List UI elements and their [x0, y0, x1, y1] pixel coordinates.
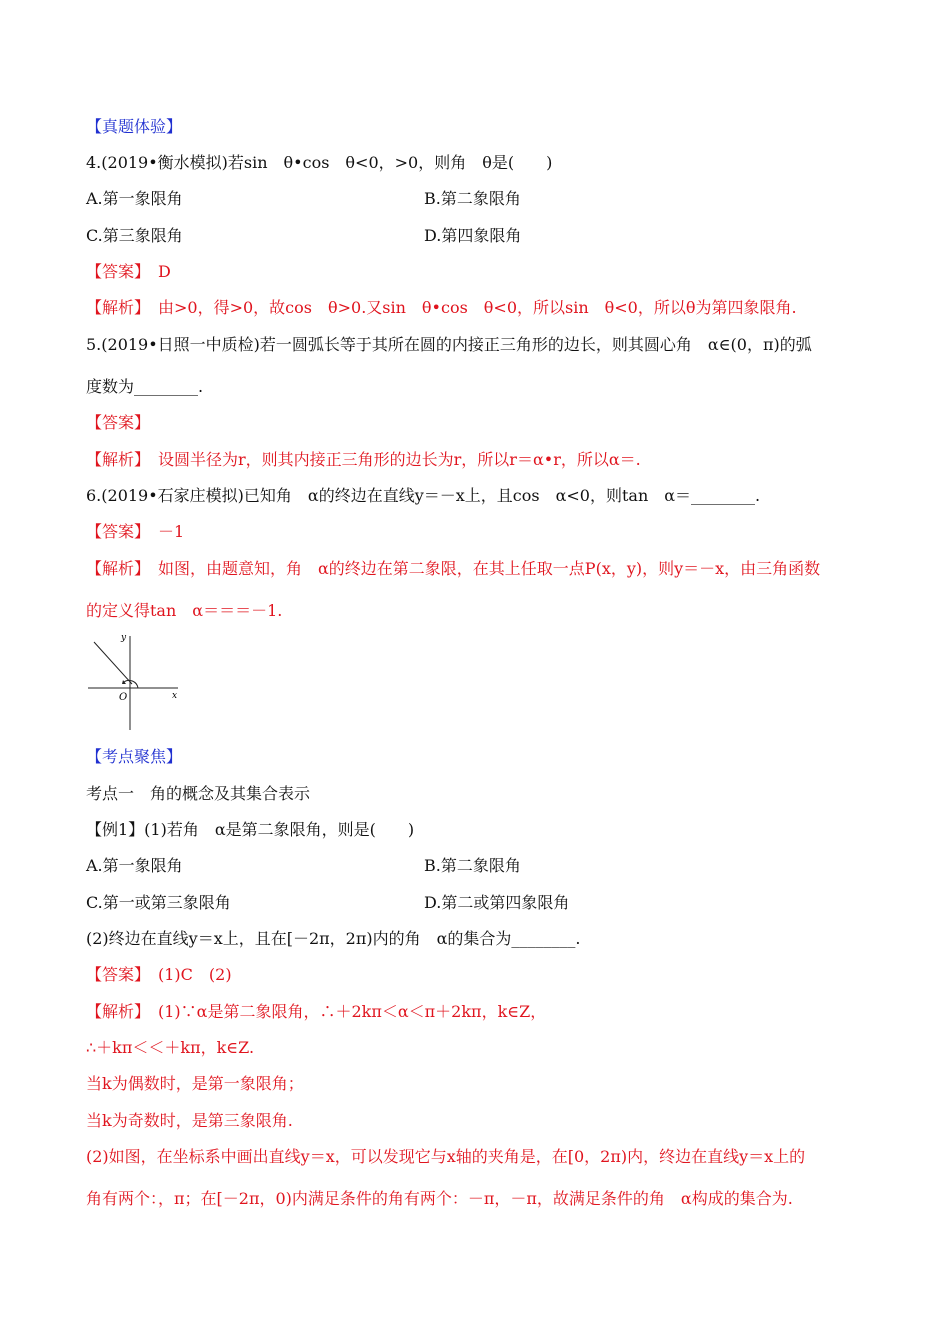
ex1-answer: 【答案】 (1)C (2) — [86, 965, 232, 984]
angle-arc — [124, 680, 138, 688]
ex1-explanation-1: 【解析】 (1)∵α是第二象限角，∴＋2kπ＜α＜π＋2kπ，k∈Z， — [86, 1002, 547, 1021]
question-5-cont: 度数为________. — [86, 377, 204, 396]
terminal-side-line — [94, 642, 132, 684]
q6-explanation: 【解析】 如图，由题意知，角 α的终边在第二象限，在其上任取一点P(x，y)，则y＝－x，由三角函数 — [86, 559, 821, 578]
question-5: 5.(2019•日照一中质检)若一圆弧长等于其所在圆的内接正三角形的边长，则其圆心角 α∈(0，π)的弧 — [86, 335, 812, 354]
section-heading-kaodian: 【考点聚焦】 — [86, 747, 183, 766]
ex1-explanation-5: (2)如图，在坐标系中画出直线y＝x，可以发现它与x轴的夹角是，在[0，2π)内，终边在直线y＝x上的 — [86, 1147, 806, 1166]
q4-option-b: B.第二象限角 — [424, 189, 521, 208]
arc-arrow — [122, 680, 126, 684]
ex1-explanation-4: 当k为奇数时，是第三象限角. — [86, 1111, 293, 1130]
q4-option-a: A.第一象限角 — [86, 189, 183, 208]
coordinate-figure — [86, 628, 186, 732]
ex1-option-a: A.第一象限角 — [86, 856, 183, 875]
q4-option-d: D.第四象限角 — [424, 226, 522, 245]
topic-1-title: 考点一 角的概念及其集合表示 — [86, 784, 311, 803]
section-heading-zhenti: 【真题体验】 — [86, 117, 183, 136]
ex1-explanation-3: 当k为偶数时，是第一象限角； — [86, 1074, 304, 1093]
ex1-explanation-6: 角有两个：，π；在[－2π，0)内满足条件的角有两个：－π，－π，故满足条件的角 α构成的集合为. — [86, 1189, 793, 1208]
q4-answer: 【答案】 D — [86, 262, 171, 281]
origin-label: O — [119, 692, 128, 703]
q6-explanation-cont: 的定义得tan α＝＝＝－1. — [86, 601, 283, 620]
question-6: 6.(2019•石家庄模拟)已知角 α的终边在直线y＝－x上，且cos α<0，则tan α＝________. — [86, 486, 761, 505]
example-1-part-2: (2)终边在直线y＝x上，且在[－2π，2π)内的角 α的集合为________. — [86, 929, 581, 948]
example-1: 【例1】(1)若角 α是第二象限角，则是( ) — [86, 820, 415, 839]
q5-answer: 【答案】 — [86, 413, 151, 432]
x-axis-label: x — [172, 691, 178, 701]
q6-answer: 【答案】 －1 — [86, 522, 185, 541]
y-axis-label: y — [121, 633, 127, 643]
q4-option-c: C.第三象限角 — [86, 226, 183, 245]
ex1-option-d: D.第二或第四象限角 — [424, 893, 570, 912]
ex1-option-c: C.第一或第三象限角 — [86, 893, 231, 912]
q4-explanation: 【解析】 由>0，得>0，故cos θ>0.又sin θ•cos θ<0，所以sin θ<0，所以θ为第四象限角. — [86, 298, 797, 317]
question-4: 4.(2019•衡水模拟)若sin θ•cos θ<0，>0，则角 θ是( ) — [86, 153, 553, 172]
ex1-option-b: B.第二象限角 — [424, 856, 521, 875]
ex1-explanation-2: ∴＋kπ＜＜＋kπ，k∈Z. — [86, 1038, 255, 1057]
q5-explanation: 【解析】 设圆半径为r，则其内接正三角形的边长为r，所以r＝α•r，所以α＝. — [86, 450, 641, 469]
